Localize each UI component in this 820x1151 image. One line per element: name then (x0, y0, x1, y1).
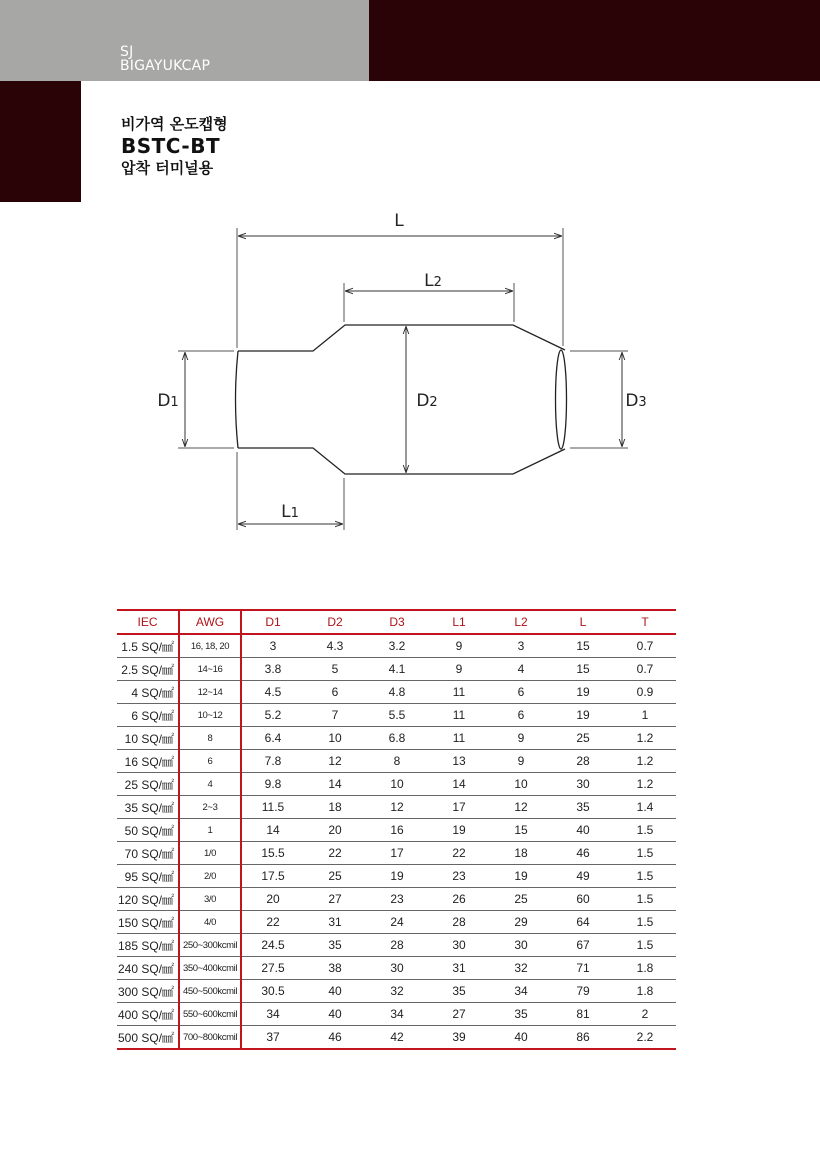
cell-l: 64 (552, 911, 614, 934)
cell-l1: 11 (428, 681, 490, 704)
cell-d3: 6.8 (366, 727, 428, 750)
col-header-l2: L2 (490, 610, 552, 634)
cell-iec: 240 SQ/㎟ (117, 957, 179, 980)
cell-d2: 14 (304, 773, 366, 796)
cell-d2: 20 (304, 819, 366, 842)
cell-l2: 32 (490, 957, 552, 980)
cell-l: 30 (552, 773, 614, 796)
cell-t: 1.5 (614, 888, 676, 911)
cell-l: 25 (552, 727, 614, 750)
cell-l2: 35 (490, 1003, 552, 1026)
cell-awg: 8 (179, 727, 241, 750)
cell-awg: 3/0 (179, 888, 241, 911)
cell-l2: 30 (490, 934, 552, 957)
cell-iec: 95 SQ/㎟ (117, 865, 179, 888)
cell-d3: 23 (366, 888, 428, 911)
col-header-d2: D2 (304, 610, 366, 634)
cell-iec: 120 SQ/㎟ (117, 888, 179, 911)
cell-l: 79 (552, 980, 614, 1003)
cell-d2: 10 (304, 727, 366, 750)
cell-l: 49 (552, 865, 614, 888)
cell-iec: 70 SQ/㎟ (117, 842, 179, 865)
product-name-korean: 비가역 온도캡형 (121, 115, 228, 133)
table-row (117, 727, 676, 750)
cell-l2: 25 (490, 888, 552, 911)
cell-awg: 2/0 (179, 865, 241, 888)
cell-l2: 6 (490, 681, 552, 704)
cell-d2: 40 (304, 1003, 366, 1026)
cell-d1: 3.8 (241, 658, 304, 681)
table-row (117, 750, 676, 773)
cell-l2: 40 (490, 1026, 552, 1050)
cell-awg: 2~3 (179, 796, 241, 819)
cell-d1: 37 (241, 1026, 304, 1050)
cell-l1: 9 (428, 658, 490, 681)
col-header-l: L (552, 610, 614, 634)
cell-d2: 4.3 (304, 634, 366, 658)
cell-awg: 12~14 (179, 681, 241, 704)
cap-outline (236, 325, 567, 474)
cell-d1: 24.5 (241, 934, 304, 957)
cell-d3: 34 (366, 1003, 428, 1026)
cell-l1: 13 (428, 750, 490, 773)
cell-t: 0.7 (614, 658, 676, 681)
cell-iec: 35 SQ/㎟ (117, 796, 179, 819)
cell-t: 0.7 (614, 634, 676, 658)
brand-line-2: BIGAYUKCAP (120, 58, 211, 74)
cell-d3: 3.2 (366, 634, 428, 658)
cell-d2: 12 (304, 750, 366, 773)
table-row (117, 634, 676, 658)
cell-d3: 24 (366, 911, 428, 934)
cell-d1: 5.2 (241, 704, 304, 727)
table-row (117, 957, 676, 980)
cell-l: 86 (552, 1026, 614, 1050)
cell-l2: 10 (490, 773, 552, 796)
cell-iec: 300 SQ/㎟ (117, 980, 179, 1003)
cell-awg: 700~800kcmil (179, 1026, 241, 1050)
cell-d3: 42 (366, 1026, 428, 1050)
cell-d1: 6.4 (241, 727, 304, 750)
cell-iec: 6 SQ/㎟ (117, 704, 179, 727)
cell-awg: 4/0 (179, 911, 241, 934)
cell-l2: 3 (490, 634, 552, 658)
cell-iec: 4 SQ/㎟ (117, 681, 179, 704)
cell-t: 1.5 (614, 865, 676, 888)
cell-d2: 18 (304, 796, 366, 819)
cell-iec: 400 SQ/㎟ (117, 1003, 179, 1026)
cell-t: 0.9 (614, 681, 676, 704)
cell-d2: 27 (304, 888, 366, 911)
table-row (117, 658, 676, 681)
col-header-l1: L1 (428, 610, 490, 634)
cell-l1: 30 (428, 934, 490, 957)
cell-awg: 450~500kcmil (179, 980, 241, 1003)
cell-d3: 4.1 (366, 658, 428, 681)
cell-d1: 15.5 (241, 842, 304, 865)
cell-d2: 38 (304, 957, 366, 980)
cell-d2: 5 (304, 658, 366, 681)
table-row (117, 911, 676, 934)
cell-d2: 22 (304, 842, 366, 865)
cell-l1: 14 (428, 773, 490, 796)
cell-awg: 14~16 (179, 658, 241, 681)
cell-d1: 30.5 (241, 980, 304, 1003)
cell-d3: 5.5 (366, 704, 428, 727)
cell-l: 15 (552, 634, 614, 658)
cell-d3: 8 (366, 750, 428, 773)
table-row (117, 819, 676, 842)
cell-l2: 9 (490, 750, 552, 773)
cell-l: 19 (552, 681, 614, 704)
cell-l1: 19 (428, 819, 490, 842)
cell-d2: 35 (304, 934, 366, 957)
col-header-d1: D1 (241, 610, 304, 634)
cell-l: 71 (552, 957, 614, 980)
dimension-diagram (0, 0, 820, 560)
cell-iec: 500 SQ/㎟ (117, 1026, 179, 1050)
spec-table-body (117, 634, 676, 1049)
cell-awg: 6 (179, 750, 241, 773)
cell-t: 1.5 (614, 934, 676, 957)
cell-t: 1.8 (614, 957, 676, 980)
cell-iec: 1.5 SQ/㎟ (117, 634, 179, 658)
cell-l1: 39 (428, 1026, 490, 1050)
cell-d1: 34 (241, 1003, 304, 1026)
cell-iec: 25 SQ/㎟ (117, 773, 179, 796)
cell-t: 1.2 (614, 773, 676, 796)
cell-l: 60 (552, 888, 614, 911)
label-L1: L1 (281, 502, 299, 522)
cell-awg: 350~400kcmil (179, 957, 241, 980)
cell-l: 19 (552, 704, 614, 727)
cell-d1: 3 (241, 634, 304, 658)
extension-lines (178, 228, 628, 530)
spec-table-header-row (117, 610, 676, 634)
cell-l: 40 (552, 819, 614, 842)
cell-l: 67 (552, 934, 614, 957)
cell-awg: 550~600kcmil (179, 1003, 241, 1026)
cell-d1: 9.8 (241, 773, 304, 796)
cell-d1: 20 (241, 888, 304, 911)
cell-d3: 4.8 (366, 681, 428, 704)
cell-t: 1 (614, 704, 676, 727)
cell-iec: 150 SQ/㎟ (117, 911, 179, 934)
cell-awg: 4 (179, 773, 241, 796)
cell-iec: 185 SQ/㎟ (117, 934, 179, 957)
cell-d2: 25 (304, 865, 366, 888)
label-D2: D2 (416, 391, 438, 411)
cell-t: 1.4 (614, 796, 676, 819)
cell-l1: 28 (428, 911, 490, 934)
table-row (117, 1026, 676, 1050)
cell-d3: 10 (366, 773, 428, 796)
cell-iec: 16 SQ/㎟ (117, 750, 179, 773)
cell-d2: 7 (304, 704, 366, 727)
product-model: BSTC-BT (121, 134, 221, 158)
cell-iec: 2.5 SQ/㎟ (117, 658, 179, 681)
table-row (117, 888, 676, 911)
cell-l1: 22 (428, 842, 490, 865)
table-row (117, 842, 676, 865)
cell-t: 1.5 (614, 911, 676, 934)
cell-l2: 9 (490, 727, 552, 750)
col-header-d3: D3 (366, 610, 428, 634)
cell-t: 1.2 (614, 727, 676, 750)
cell-d1: 11.5 (241, 796, 304, 819)
cell-d2: 31 (304, 911, 366, 934)
spec-table (117, 609, 676, 1050)
cell-l2: 19 (490, 865, 552, 888)
cell-t: 2 (614, 1003, 676, 1026)
table-row (117, 773, 676, 796)
cell-l: 15 (552, 658, 614, 681)
label-D1: D1 (157, 391, 179, 411)
cell-l2: 34 (490, 980, 552, 1003)
brand-line-1: SJ (120, 44, 134, 60)
cell-d3: 17 (366, 842, 428, 865)
cell-l1: 35 (428, 980, 490, 1003)
cell-d3: 30 (366, 957, 428, 980)
cell-d2: 46 (304, 1026, 366, 1050)
cell-d3: 19 (366, 865, 428, 888)
col-header-iec: IEC (117, 610, 179, 634)
cell-d1: 14 (241, 819, 304, 842)
cell-l1: 27 (428, 1003, 490, 1026)
cell-l2: 12 (490, 796, 552, 819)
cell-d1: 7.8 (241, 750, 304, 773)
table-row (117, 681, 676, 704)
cell-l1: 17 (428, 796, 490, 819)
cell-l: 46 (552, 842, 614, 865)
table-row (117, 704, 676, 727)
table-row (117, 980, 676, 1003)
cell-l: 35 (552, 796, 614, 819)
cell-d3: 28 (366, 934, 428, 957)
cell-l2: 4 (490, 658, 552, 681)
cell-awg: 1/0 (179, 842, 241, 865)
cell-d1: 4.5 (241, 681, 304, 704)
label-D3: D3 (625, 391, 647, 411)
cell-iec: 10 SQ/㎟ (117, 727, 179, 750)
cell-t: 2.2 (614, 1026, 676, 1050)
cell-l2: 29 (490, 911, 552, 934)
table-row (117, 934, 676, 957)
cell-l2: 6 (490, 704, 552, 727)
cell-l2: 18 (490, 842, 552, 865)
cell-awg: 16, 18, 20 (179, 634, 241, 658)
product-subtitle: 압착 터미널용 (121, 159, 214, 177)
table-row (117, 1003, 676, 1026)
label-L2: L2 (424, 271, 442, 291)
cell-l: 28 (552, 750, 614, 773)
cell-t: 1.5 (614, 819, 676, 842)
cell-l1: 31 (428, 957, 490, 980)
col-header-t: T (614, 610, 676, 634)
table-row (117, 865, 676, 888)
cell-d1: 27.5 (241, 957, 304, 980)
cell-t: 1.8 (614, 980, 676, 1003)
cell-l1: 9 (428, 634, 490, 658)
cell-l: 81 (552, 1003, 614, 1026)
cell-d3: 16 (366, 819, 428, 842)
cell-iec: 50 SQ/㎟ (117, 819, 179, 842)
cell-l1: 11 (428, 704, 490, 727)
cell-awg: 10~12 (179, 704, 241, 727)
cell-l1: 23 (428, 865, 490, 888)
cell-t: 1.2 (614, 750, 676, 773)
table-row (117, 796, 676, 819)
cell-d2: 40 (304, 980, 366, 1003)
cell-l2: 15 (490, 819, 552, 842)
cell-awg: 250~300kcmil (179, 934, 241, 957)
cell-l1: 26 (428, 888, 490, 911)
cell-t: 1.5 (614, 842, 676, 865)
cell-l1: 11 (428, 727, 490, 750)
label-L: L (394, 211, 404, 231)
cell-d3: 32 (366, 980, 428, 1003)
col-header-awg: AWG (179, 610, 241, 634)
cell-d2: 6 (304, 681, 366, 704)
cell-d1: 22 (241, 911, 304, 934)
cell-d1: 17.5 (241, 865, 304, 888)
cell-d3: 12 (366, 796, 428, 819)
cell-awg: 1 (179, 819, 241, 842)
